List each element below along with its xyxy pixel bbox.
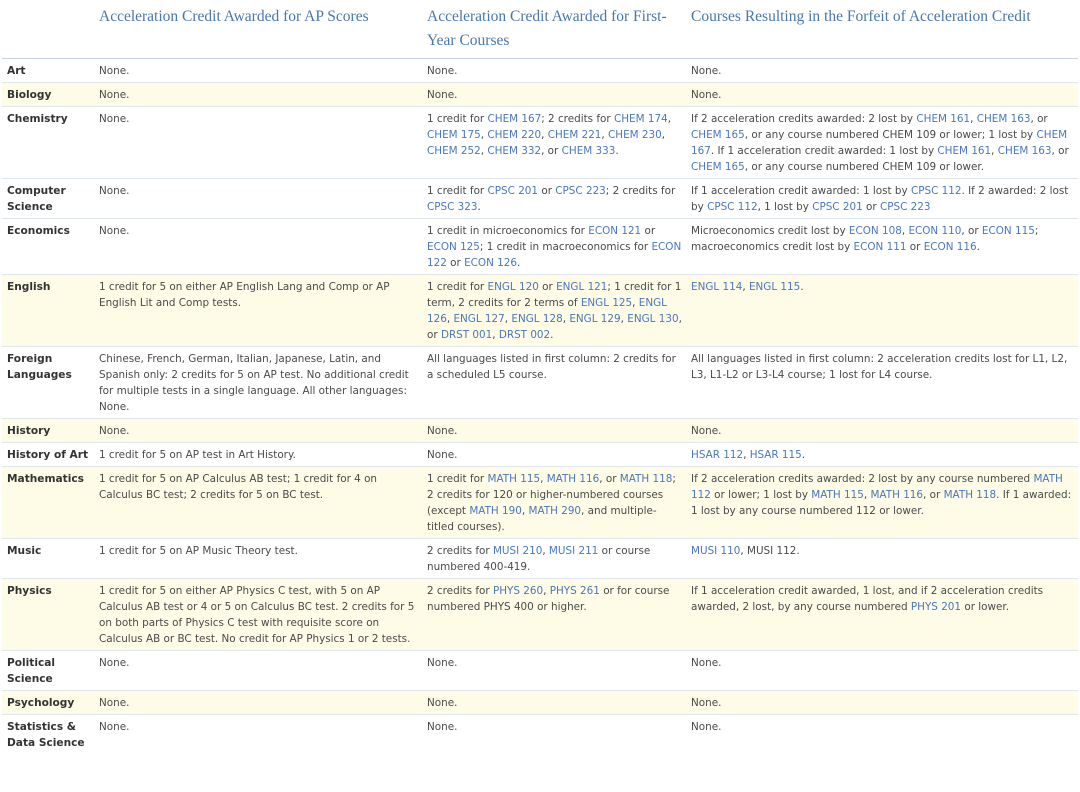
course-link[interactable]: CHEM 161 <box>916 113 971 125</box>
first-year-credit-cell: All languages listed in first column: 2 credits for a scheduled L5 course. <box>422 347 686 419</box>
course-link[interactable]: MATH 116 <box>870 489 924 501</box>
course-link[interactable]: ENGL 121 <box>556 281 608 293</box>
course-link[interactable]: CHEM 167 <box>487 113 542 125</box>
first-year-credit-cell: None. <box>422 59 686 83</box>
subject-cell: Biology <box>2 83 94 107</box>
course-link[interactable]: ENGL 128 <box>511 313 563 325</box>
course-link[interactable]: PHYS 260 <box>492 585 544 597</box>
course-link[interactable]: CHEM 161 <box>937 145 992 157</box>
subject-cell: Foreign Languages <box>2 347 94 419</box>
course-link[interactable]: ENGL 127 <box>453 313 505 325</box>
course-link[interactable]: ECON 110 <box>908 225 962 237</box>
table-row <box>2 219 1078 275</box>
ap-credit-cell: 1 credit for 5 on either AP English Lang and Comp or AP English Lit and Comp tests. <box>94 275 422 347</box>
course-link[interactable]: ECON 126 <box>464 257 518 269</box>
course-link[interactable]: CHEM 221 <box>547 129 602 141</box>
course-link[interactable]: ENGL 114 <box>691 281 743 293</box>
table-row <box>2 651 1078 691</box>
forfeit-cell: None. <box>686 83 1078 107</box>
forfeit-cell: None. <box>686 59 1078 83</box>
subject-cell: Chemistry <box>2 107 94 179</box>
course-link[interactable]: ENGL 130 <box>627 313 679 325</box>
course-link[interactable]: CHEM 252 <box>427 145 481 157</box>
header-forfeit-courses: Courses Resulting in the Forfeit of Acceleration Credit <box>686 0 1078 59</box>
subject-cell: Statistics & Data Science <box>2 715 94 755</box>
subject-cell: English <box>2 275 94 347</box>
course-link[interactable]: CHEM 165 <box>691 161 745 173</box>
forfeit-cell: MUSI 110, MUSI 112. <box>686 539 1078 579</box>
subject-cell: Computer Science <box>2 179 94 219</box>
subject-cell: Music <box>2 539 94 579</box>
course-link[interactable]: MUSI 110 <box>691 545 741 557</box>
table-row <box>2 691 1078 715</box>
course-link[interactable]: ECON 108 <box>848 225 902 237</box>
subject-cell: History of Art <box>2 443 94 467</box>
ap-credit-cell: None. <box>94 419 422 443</box>
table-row <box>2 83 1078 107</box>
table-row <box>2 539 1078 579</box>
table-row <box>2 347 1078 419</box>
first-year-credit-cell: 1 credit for CHEM 167; 2 credits for CHEM 174, CHEM 175, CHEM 220, CHEM 221, CHEM 230, CHEM 252, CHEM 332, or CHEM 333. <box>422 107 686 179</box>
course-link[interactable]: CHEM 333 <box>561 145 616 157</box>
course-link[interactable]: MATH 290 <box>528 505 582 517</box>
ap-credit-cell: None. <box>94 691 422 715</box>
subject-cell: Psychology <box>2 691 94 715</box>
subject-cell: Physics <box>2 579 94 651</box>
course-link[interactable]: ENGL 126 <box>427 297 667 325</box>
header-ap-scores: Acceleration Credit Awarded for AP Scores <box>94 0 422 59</box>
course-link[interactable]: MATH 116 <box>546 473 600 485</box>
ap-credit-cell: None. <box>94 219 422 275</box>
course-link[interactable]: ENGL 115 <box>748 281 801 293</box>
first-year-credit-cell: 1 credit for MATH 115, MATH 116, or MATH 118; 2 credits for 120 or higher-numbered courses (except MATH 190, MATH 290, and multiple-titled courses). <box>422 467 686 539</box>
course-link[interactable]: DRST 002 <box>498 329 551 341</box>
course-link[interactable]: PHYS 261 <box>549 585 600 597</box>
ap-credit-cell: None. <box>94 651 422 691</box>
table-row <box>2 443 1078 467</box>
forfeit-cell: Microeconomics credit lost by ECON 108, ECON 110, or ECON 115; macroeconomics credit lost by ECON 111 or ECON 116. <box>686 219 1078 275</box>
table-row <box>2 419 1078 443</box>
course-link[interactable]: CPSC 323 <box>427 201 478 213</box>
ap-credit-cell: None. <box>94 715 422 755</box>
forfeit-cell: None. <box>686 691 1078 715</box>
first-year-credit-cell: None. <box>422 715 686 755</box>
course-link[interactable]: ECON 111 <box>853 241 907 253</box>
course-link[interactable]: CPSC 201 <box>487 185 539 197</box>
header-subject <box>2 0 94 59</box>
first-year-credit-cell: None. <box>422 691 686 715</box>
forfeit-cell: None. <box>686 651 1078 691</box>
course-link[interactable]: CHEM 165 <box>691 129 745 141</box>
course-link[interactable]: MATH 115 <box>487 473 541 485</box>
first-year-credit-cell: 1 credit for ENGL 120 or ENGL 121; 1 credit for 1 term, 2 credits for 2 terms of ENGL 125, ENGL 126, ENGL 127, ENGL 128, ENGL 129, ENGL 130, or DRST 001, DRST 002. <box>422 275 686 347</box>
course-link[interactable]: CPSC 223 <box>879 201 931 213</box>
ap-credit-cell: None. <box>94 179 422 219</box>
table-row <box>2 467 1078 539</box>
course-link[interactable]: CPSC 223 <box>555 185 606 197</box>
course-link[interactable]: ECON 122 <box>427 241 682 269</box>
subject-cell: History <box>2 419 94 443</box>
course-link[interactable]: ECON 115 <box>981 225 1035 237</box>
first-year-credit-cell: None. <box>422 443 686 467</box>
forfeit-cell: HSAR 112, HSAR 115. <box>686 443 1078 467</box>
first-year-credit-cell: 2 credits for PHYS 260, PHYS 261 or for course numbered PHYS 400 or higher. <box>422 579 686 651</box>
course-link[interactable]: MATH 190 <box>469 505 522 517</box>
course-link[interactable]: MUSI 211 <box>548 545 599 557</box>
table-row <box>2 275 1078 347</box>
first-year-credit-cell: None. <box>422 83 686 107</box>
course-link[interactable]: CHEM 174 <box>613 113 668 125</box>
ap-credit-cell: 1 credit for 5 on AP test in Art History. <box>94 443 422 467</box>
course-link[interactable]: DRST 001 <box>440 329 493 341</box>
forfeit-cell: If 1 acceleration credit awarded, 1 lost, and if 2 acceleration credits awarded, 2 lost, by any course numbered PHYS 201 or lower. <box>686 579 1078 651</box>
table-row <box>2 59 1078 83</box>
first-year-credit-cell: None. <box>422 651 686 691</box>
first-year-credit-cell: 1 credit in microeconomics for ECON 121 or ECON 125; 1 credit in macroeconomics for ECON 122 or ECON 126. <box>422 219 686 275</box>
course-link[interactable]: CHEM 220 <box>487 129 542 141</box>
first-year-credit-cell: 2 credits for MUSI 210, MUSI 211 or course numbered 400-419. <box>422 539 686 579</box>
table-row <box>2 715 1078 755</box>
course-link[interactable]: MUSI 210 <box>492 545 543 557</box>
subject-cell: Political Science <box>2 651 94 691</box>
course-link[interactable]: HSAR 115 <box>749 449 802 461</box>
ap-credit-cell: Chinese, French, German, Italian, Japanese, Latin, and Spanish only: 2 credits for 5 on AP test. No additional credit for multiple tests in a single language. All other languages: None. <box>94 347 422 419</box>
course-link[interactable]: MATH 118 <box>943 489 997 501</box>
ap-credit-cell: 1 credit for 5 on AP Calculus AB test; 1 credit for 4 on Calculus BC test; 2 credits for 5 on BC test. <box>94 467 422 539</box>
table-header-row <box>2 0 1078 59</box>
subject-cell: Art <box>2 59 94 83</box>
course-link[interactable]: ENGL 129 <box>569 313 621 325</box>
forfeit-cell: None. <box>686 419 1078 443</box>
first-year-credit-cell: None. <box>422 419 686 443</box>
ap-credit-cell: 1 credit for 5 on either AP Physics C test, with 5 on AP Calculus AB test or 4 or 5 on Calculus BC test. 2 credits for 5 on both parts of Physics C test with requisite score on Calculus AB or BC test. No credit for AP Physics 1 or 2 tests. <box>94 579 422 651</box>
table-row <box>2 179 1078 219</box>
course-link[interactable]: CHEM 167 <box>691 129 1068 157</box>
forfeit-cell: All languages listed in first column: 2 acceleration credits lost for L1, L2, L3, L1-L2 or L3-L4 course; 1 lost for L4 course. <box>686 347 1078 419</box>
course-link[interactable]: ENGL 125 <box>580 297 633 309</box>
forfeit-cell: If 1 acceleration credit awarded: 1 lost by CPSC 112. If 2 awarded: 2 lost by CPSC 112, 1 lost by CPSC 201 or CPSC 223 <box>686 179 1078 219</box>
course-link[interactable]: CHEM 163 <box>997 145 1052 157</box>
course-link[interactable]: HSAR 112 <box>691 449 744 461</box>
ap-credit-cell: None. <box>94 59 422 83</box>
course-link[interactable]: CPSC 112 <box>910 185 962 197</box>
course-link[interactable]: CHEM 230 <box>608 129 662 141</box>
course-link[interactable]: MATH 115 <box>811 489 864 501</box>
subject-cell: Mathematics <box>2 467 94 539</box>
forfeit-cell: If 2 acceleration credits awarded: 2 lost by CHEM 161, CHEM 163, or CHEM 165, or any course numbered CHEM 109 or lower; 1 lost by CHEM 167. If 1 acceleration credit awarded: 1 lost by CHEM 161, CHEM 163, or CHEM 165, or any course numbered CHEM 109 or lower. <box>686 107 1078 179</box>
course-link[interactable]: CHEM 332 <box>487 145 542 157</box>
subject-cell: Economics <box>2 219 94 275</box>
ap-credit-cell: None. <box>94 107 422 179</box>
table-row <box>2 107 1078 179</box>
ap-credit-cell: None. <box>94 83 422 107</box>
header-first-year-courses: Acceleration Credit Awarded for First-Year Courses <box>422 0 686 59</box>
table-row <box>2 579 1078 651</box>
course-link[interactable]: ECON 125 <box>427 241 480 253</box>
course-link[interactable]: ECON 121 <box>588 225 642 237</box>
course-link[interactable]: MATH 118 <box>619 473 673 485</box>
first-year-credit-cell: 1 credit for CPSC 201 or CPSC 223; 2 credits for CPSC 323. <box>422 179 686 219</box>
course-link[interactable]: PHYS 201 <box>910 601 962 613</box>
forfeit-cell: None. <box>686 715 1078 755</box>
course-link[interactable]: CPSC 201 <box>812 201 863 213</box>
course-link[interactable]: ENGL 120 <box>487 281 539 293</box>
forfeit-cell: If 2 acceleration credits awarded: 2 lost by any course numbered MATH 112 or lower; 1 lost by MATH 115, MATH 116, or MATH 118. If 1 awarded: 1 lost by any course numbered 112 or lower. <box>686 467 1078 539</box>
ap-credit-cell: 1 credit for 5 on AP Music Theory test. <box>94 539 422 579</box>
forfeit-cell: ENGL 114, ENGL 115. <box>686 275 1078 347</box>
course-link[interactable]: CHEM 175 <box>427 129 481 141</box>
acceleration-credit-table <box>2 0 1078 754</box>
course-link[interactable]: CPSC 112 <box>707 201 758 213</box>
course-link[interactable]: MATH 112 <box>691 473 1063 501</box>
course-link[interactable]: ECON 116 <box>923 241 977 253</box>
course-link[interactable]: CHEM 163 <box>976 113 1031 125</box>
